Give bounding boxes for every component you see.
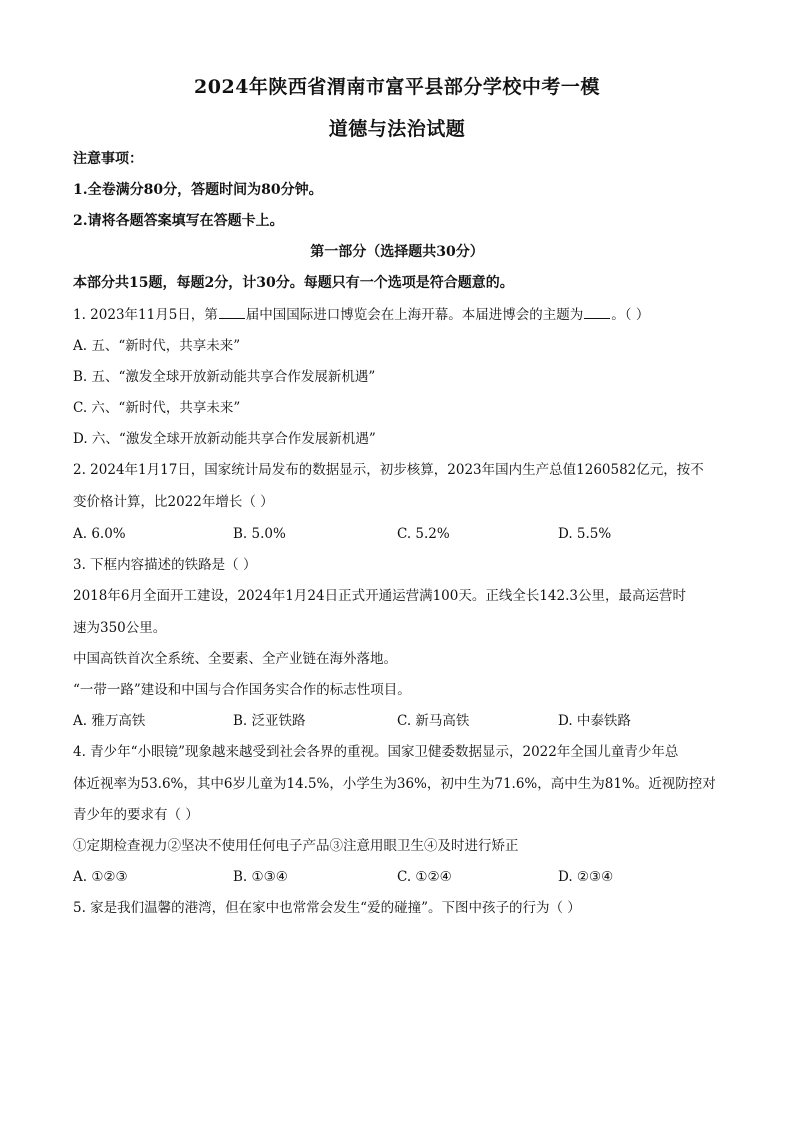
question-3-option-d: D. 中泰铁路 — [558, 713, 631, 729]
question-3-option-c: C. 新马高铁 — [397, 713, 470, 729]
question-4-option-c: C. ①②④ — [397, 869, 452, 885]
answer-blank — [584, 306, 610, 319]
question-1-stem-part-b: 届中国国际进口博览会在上海开幕。本届进博会的主题为 — [245, 307, 584, 323]
answer-blank — [219, 306, 245, 319]
question-3-option-b: B. 泛亚铁路 — [233, 713, 306, 729]
question-1-option-d: D. 六、“激发全球开放新动能共享合作发展新机遇” — [73, 431, 376, 447]
question-1-stem-part-a: 1. 2023年11月5日，第 — [73, 307, 218, 323]
question-3-option-a: A. 雅万高铁 — [73, 713, 146, 729]
question-4-stem-line-2: 体近视率为53.6%，其中6岁儿童为14.5%，小学生为36%，初中生为71.6%，高中生为81%。近视防控对 — [73, 776, 716, 792]
question-2-option-c: C. 5.2% — [397, 526, 450, 542]
notes-item-2: 2.请将各题答案填写在答题卡上。 — [73, 213, 284, 229]
question-4-stem-line-3: 青少年的要求有（ ） — [73, 807, 199, 823]
question-1-option-c: C. 六、“新时代，共享未来” — [73, 400, 241, 416]
question-4-option-d: D. ②③④ — [558, 869, 614, 885]
question-1-stem-part-c: 。（ ） — [611, 307, 650, 323]
question-4-stem-line-1: 4. 青少年“小眼镜”现象越来越受到社会各界的重视。国家卫健委数据显示，2022年全国儿童青少年总 — [73, 744, 679, 760]
question-3-box-line-4: “一带一路”建设和中国与合作国务实合作的标志性项目。 — [73, 682, 411, 698]
question-3-stem: 3. 下框内容描述的铁路是（ ） — [73, 557, 257, 573]
question-2-option-d: D. 5.5% — [558, 526, 612, 542]
question-4-option-a: A. ①②③ — [73, 869, 128, 885]
part1-heading: 第一部分（选择题共30分） — [310, 244, 484, 260]
exam-subtitle: 道德与法治试题 — [328, 118, 466, 140]
question-2-option-a: A. 6.0% — [73, 526, 126, 542]
part1-instruction: 本部分共15题，每题2分，计30分。每题只有一个选项是符合题意的。 — [73, 275, 514, 291]
question-2-option-b: B. 5.0% — [233, 526, 286, 542]
question-5-stem: 5. 家是我们温馨的港湾，但在家中也常常会发生“爱的碰撞”。下图中孩子的行为（ ） — [73, 900, 581, 916]
question-2-stem-line-1: 2. 2024年1月17日，国家统计局发布的数据显示，初步核算，2023年国内生产总值1260582亿元，按不 — [73, 462, 704, 478]
question-1-option-b: B. 五、“激发全球开放新动能共享合作发展新机遇” — [73, 369, 376, 385]
question-4-statements: ①定期检查视力②坚决不使用任何电子产品③注意用眼卫生④及时进行矫正 — [73, 838, 519, 854]
notes-heading: 注意事项： — [73, 151, 143, 167]
question-1-stem — [73, 306, 723, 324]
question-1-option-a: A. 五、“新时代，共享未来” — [73, 338, 241, 354]
question-3-box-line-1: 2018年6月全面开工建设，2024年1月24日正式开通运营满100天。正线全长142.3公里，最高运营时 — [73, 588, 686, 604]
question-4-option-b: B. ①③④ — [233, 869, 288, 885]
question-3-box-line-3: 中国高铁首次全系统、全要素、全产业链在海外落地。 — [73, 651, 397, 667]
exam-title: 2024年陕西省渭南市富平县部分学校中考一模 — [194, 76, 600, 98]
question-3-box-line-2: 速为350公里。 — [73, 620, 167, 636]
question-2-stem-line-2: 变价格计算，比2022年增长（ ） — [73, 494, 274, 510]
notes-item-1: 1.全卷满分80分，答题时间为80分钟。 — [73, 182, 323, 198]
